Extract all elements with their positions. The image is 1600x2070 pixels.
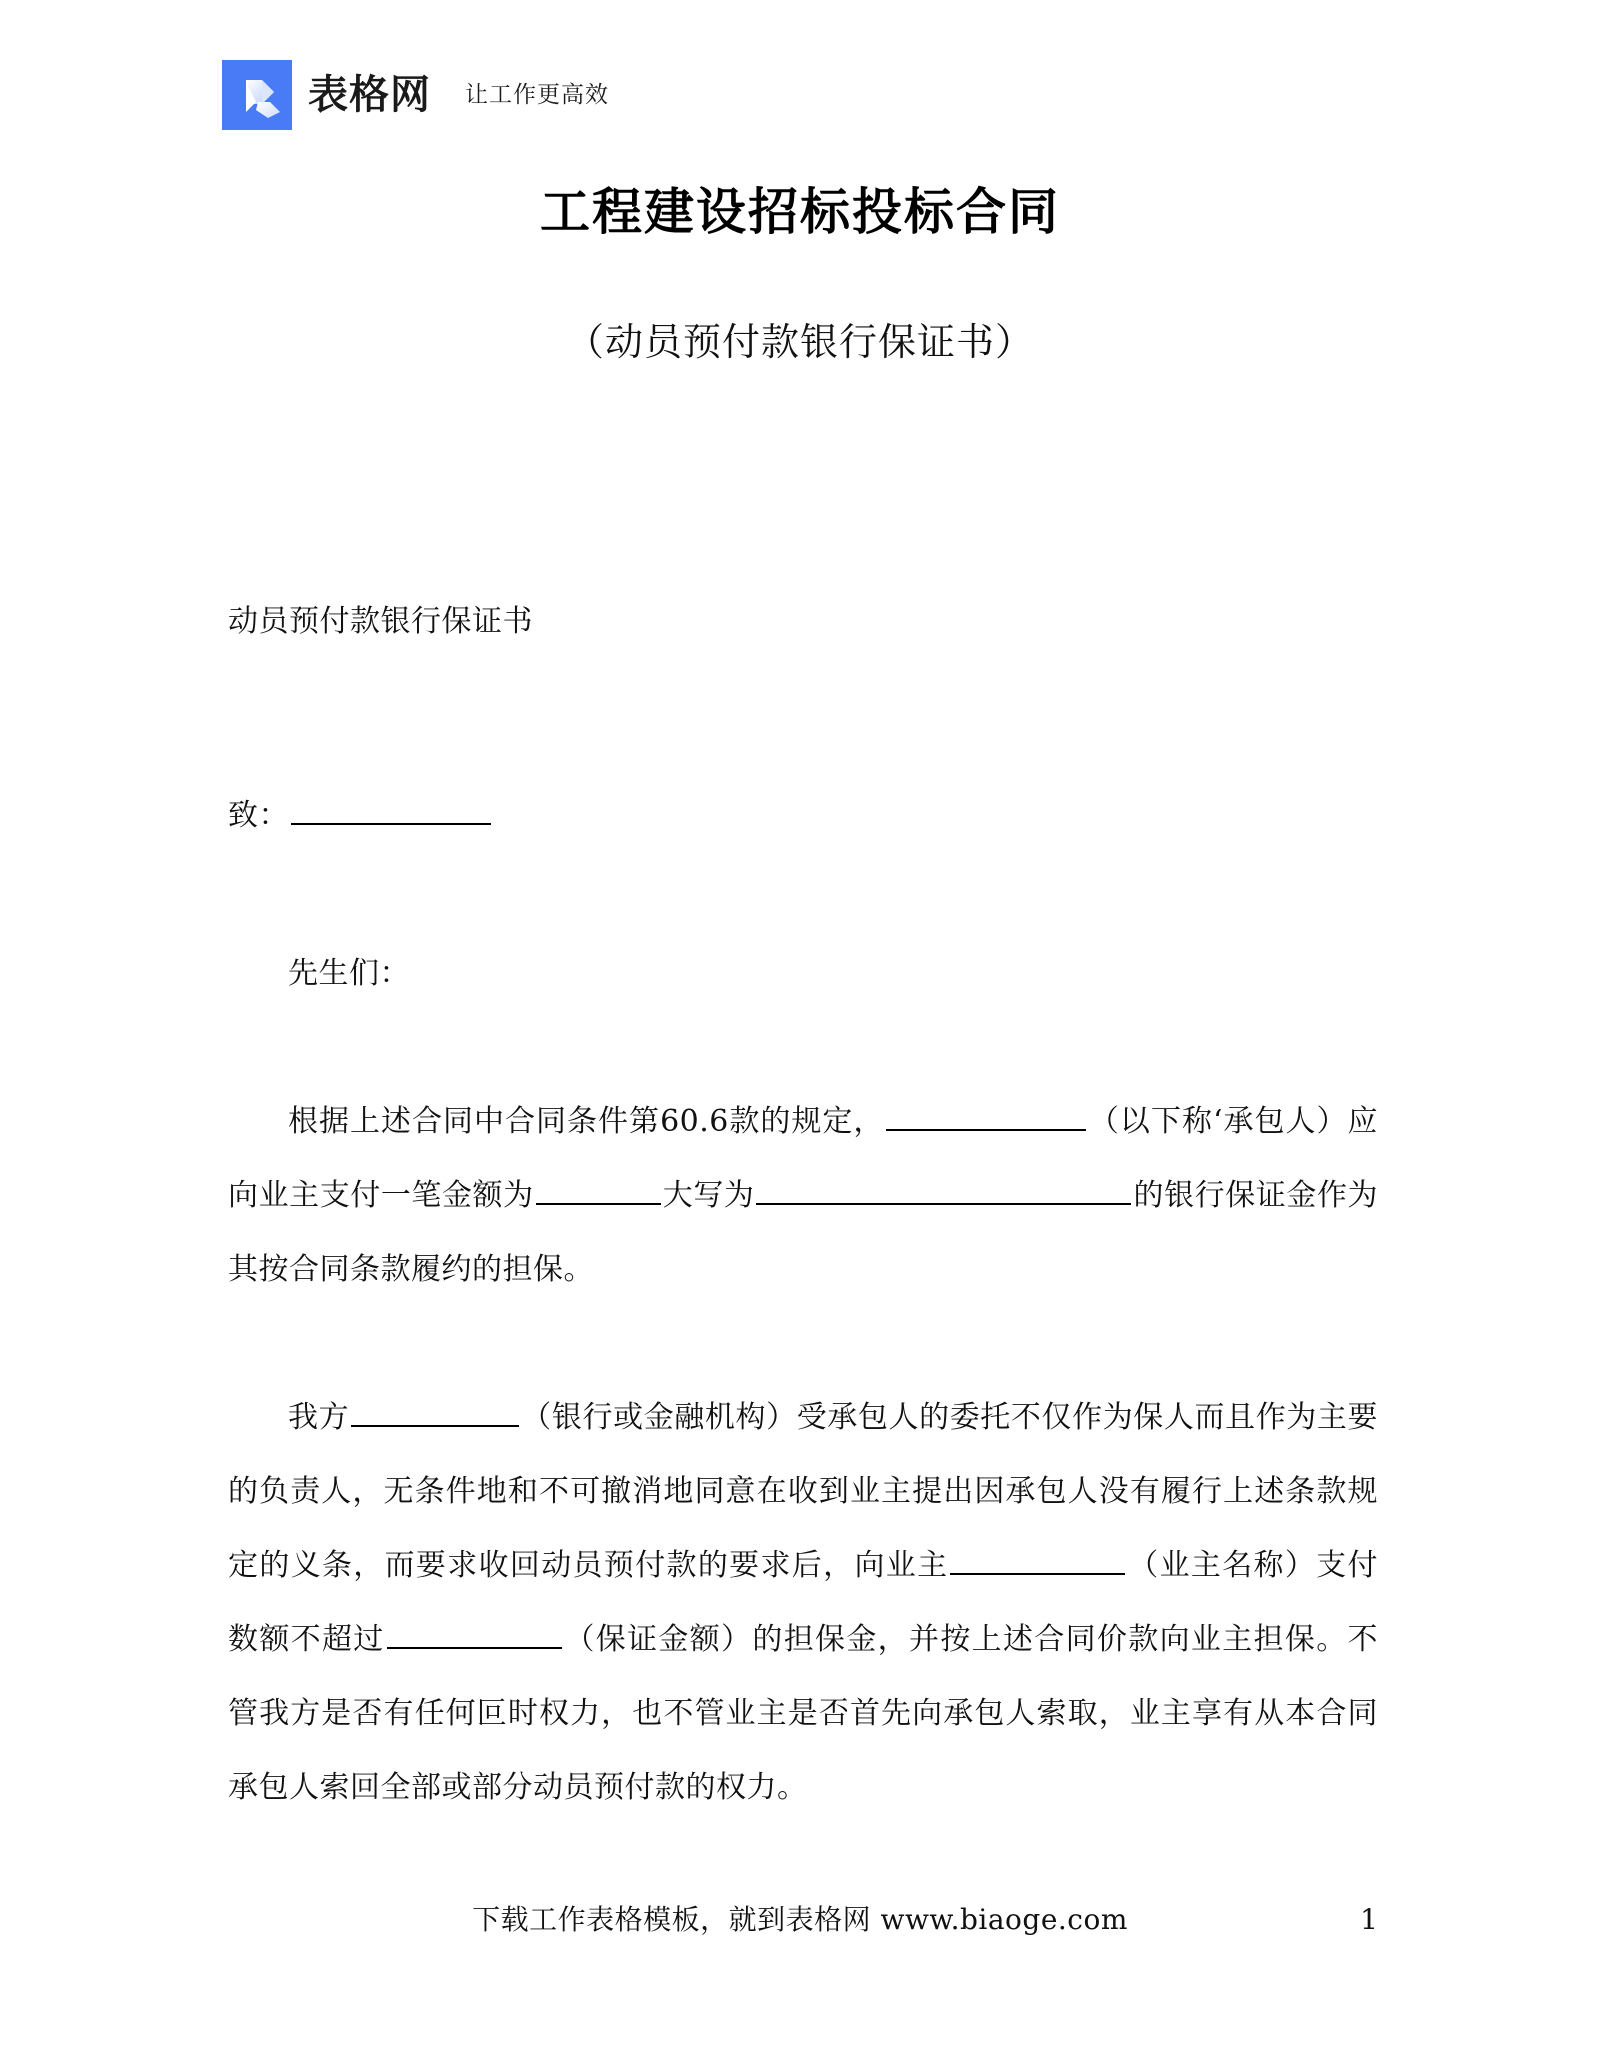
p2-seg-3: （业主名称）支付数额不超过 [228,1548,1379,1657]
clause-number: 60.6 [660,1104,729,1139]
spacer [228,1307,1378,1381]
p1-seg-5: 的银行保证金作为其按合同条款履约的担保。 [228,1178,1379,1287]
p1-seg-3: （以下称‘承包人）应向业主支付一笔金额为 [228,1104,1379,1213]
body-heading: 动员预付款银行保证书 [228,604,533,639]
footer-page-number: 1 [1360,1903,1378,1936]
salutation-line [228,779,1378,853]
p2-seg-4: （保证金额）的担保金，并按上述合同价款向业主担保。不管我方是否有任何叵时权力，也不管业主是否首先向承包人索取，业主享有从本合同承包人索回全部或部分动员预付款的权力。 [228,1622,1379,1805]
contractor-name-blank-field[interactable] [886,1099,1086,1131]
paragraph-two [228,1381,1378,1825]
biaoge-b-logo-icon [222,60,292,130]
brand-name: 表格网 [308,72,431,118]
p1-seg-4: 大写为 [662,1178,755,1213]
p1-seg-1: 根据上述合同中合同条件第 [288,1104,661,1139]
page-title: 工程建设招标投标合同 [540,183,1060,241]
amount-words-blank-field[interactable] [756,1173,1131,1205]
salutation-blank-field[interactable] [291,793,491,825]
site-brand-header [222,60,609,130]
employer-name-blank-field[interactable] [950,1543,1125,1575]
greeting-line: 先生们： [288,956,410,991]
bank-name-blank-field[interactable] [351,1395,519,1427]
spacer [228,853,1378,937]
page-subtitle: （动员预付款银行保证书） [565,320,1034,364]
spacer [228,1011,1378,1085]
guarantee-amount-blank-field[interactable] [387,1617,562,1649]
document-body [228,585,1378,1825]
amount-blank-field[interactable] [536,1173,661,1205]
footer-promo-text: 下载工作表格模板，就到表格网 www.biaoge.com [472,1903,1128,1936]
spacer [228,659,1378,779]
p1-seg-2: 款的规定， [728,1104,885,1139]
p2-seg-1: 我方 [288,1400,350,1435]
salutation-label: 致： [228,798,289,833]
paragraph-one [228,1085,1378,1307]
brand-slogan: 让工作更高效 [465,81,609,108]
page-footer [0,1900,1600,1950]
p2-seg-2: （银行或金融机构）受承包人的委托不仅作为保人而且作为主要的负责人，无条件地和不可撤消地同意在收到业主提出因承包人没有履行上述条款规定的义条，而要求收回动员预付款的要求后，向业主 [228,1400,1379,1583]
